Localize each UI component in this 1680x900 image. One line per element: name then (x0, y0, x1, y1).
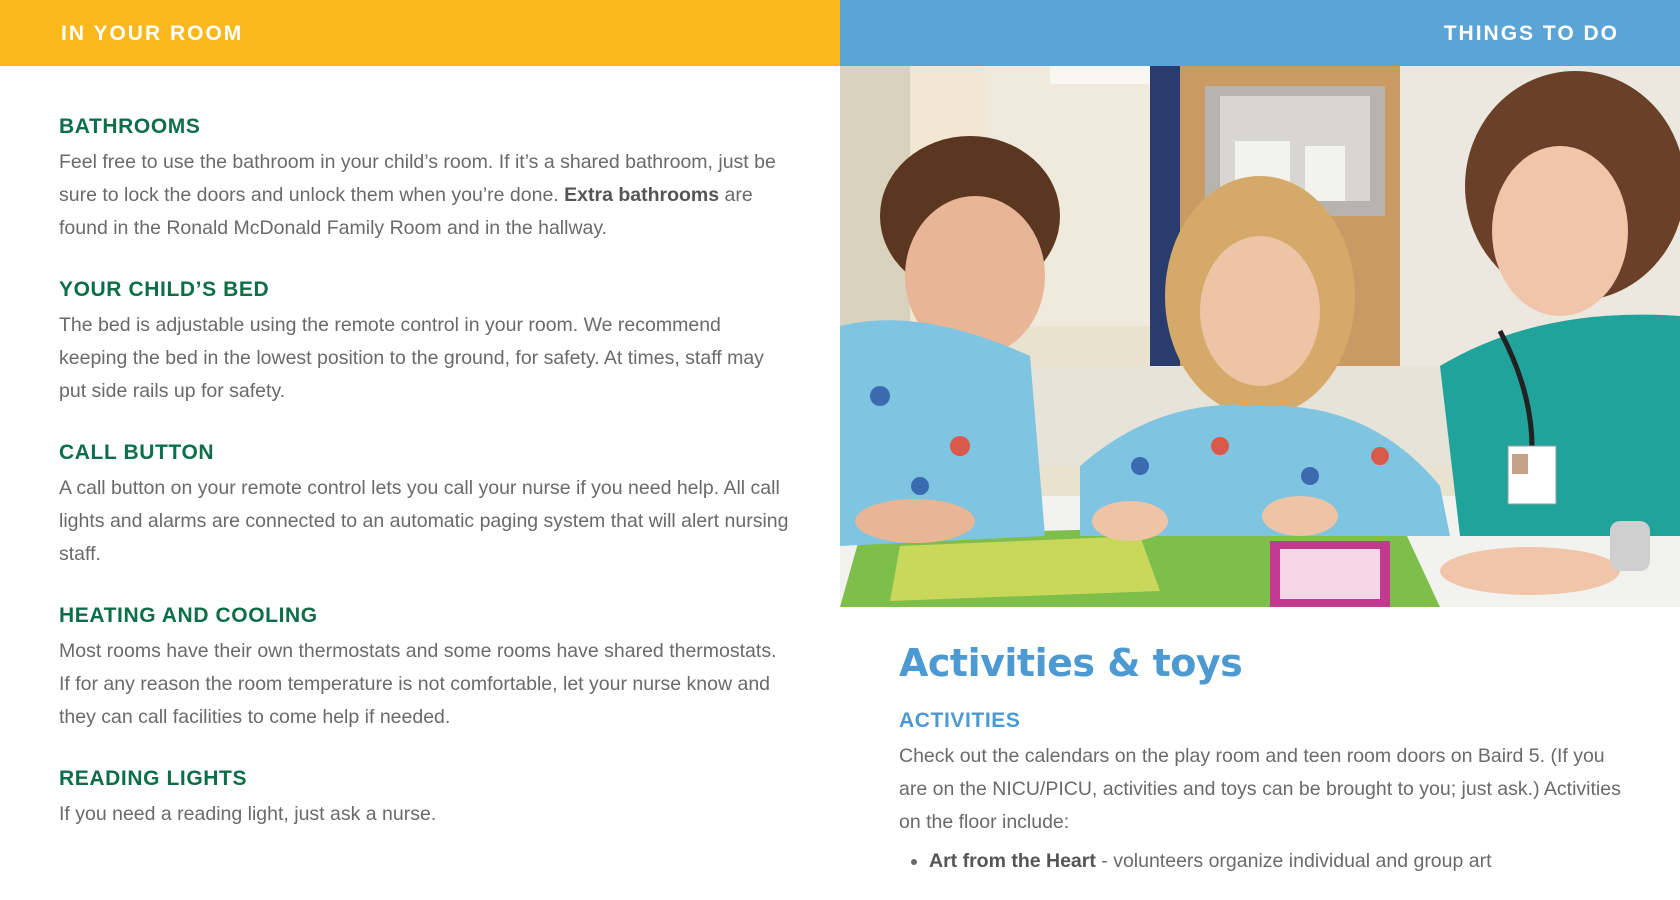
in-your-room-content (59, 112, 789, 861)
section-body: The bed is adjustable using the remote control in your room. We recommend keeping the bed in the lowest position to the ground, for safety. At times, staff may put side rails up for safety. (59, 314, 764, 402)
activities-list (899, 845, 1629, 878)
body-bold-text: Extra bathrooms (564, 184, 720, 206)
section-body (59, 146, 789, 245)
section-heading: READING LIGHTS (59, 767, 248, 790)
things-to-do-content (899, 640, 1629, 878)
section-heading: YOUR CHILD’S BED (59, 278, 270, 301)
activities-body: Check out the calendars on the play room and teen room doors on Baird 5. (If you are on the NICU/PICU, activities and toys can be brought to you; just ask.) Activities on the floor include: (899, 745, 1621, 833)
section-body: If you need a reading light, just ask a nurse. (59, 803, 437, 825)
activities-title: Activities & toys (899, 641, 1243, 685)
body-text: are found in the Ronald McDonald Family Room and in the hallway. (59, 184, 753, 239)
section-childs-bed (59, 275, 789, 408)
section-body: Most rooms have their own thermostats and some rooms have shared thermostats. If for any reason the room temperature is not comfortable, let your nurse know and they can call facilities to come help if needed. (59, 640, 777, 728)
section-bathrooms (59, 112, 789, 245)
list-item-text: - volunteers organize individual and group art (1095, 850, 1492, 872)
section-body: A call button on your remote control lets you call your nurse if you need help. All call lights and alarms are connected to an automatic paging system that will alert nursing staff. (59, 477, 789, 565)
section-heading-activities: ACTIVITIES (899, 709, 1021, 732)
photo-children-with-nurse (840, 66, 1680, 607)
section-heading: CALL BUTTON (59, 441, 215, 464)
section-heading: BATHROOMS (59, 115, 201, 138)
list-item-bold: Art from the Heart (929, 850, 1096, 872)
band-label-right: THINGS TO DO (1443, 22, 1619, 45)
section-call-button (59, 438, 789, 571)
band-label-left: IN YOUR ROOM (61, 22, 244, 45)
list-item (929, 845, 1629, 878)
section-heating-cooling (59, 601, 789, 734)
section-heading: HEATING AND COOLING (59, 604, 318, 627)
section-band-in-your-room (0, 0, 840, 66)
body-text: Feel free to use the bathroom in your child’s room. If it’s a shared bathroom, just be sure to lock the doors and unlock them when you’re done. (59, 151, 776, 206)
section-reading-lights (59, 764, 789, 831)
section-band-things-to-do (840, 0, 1680, 66)
